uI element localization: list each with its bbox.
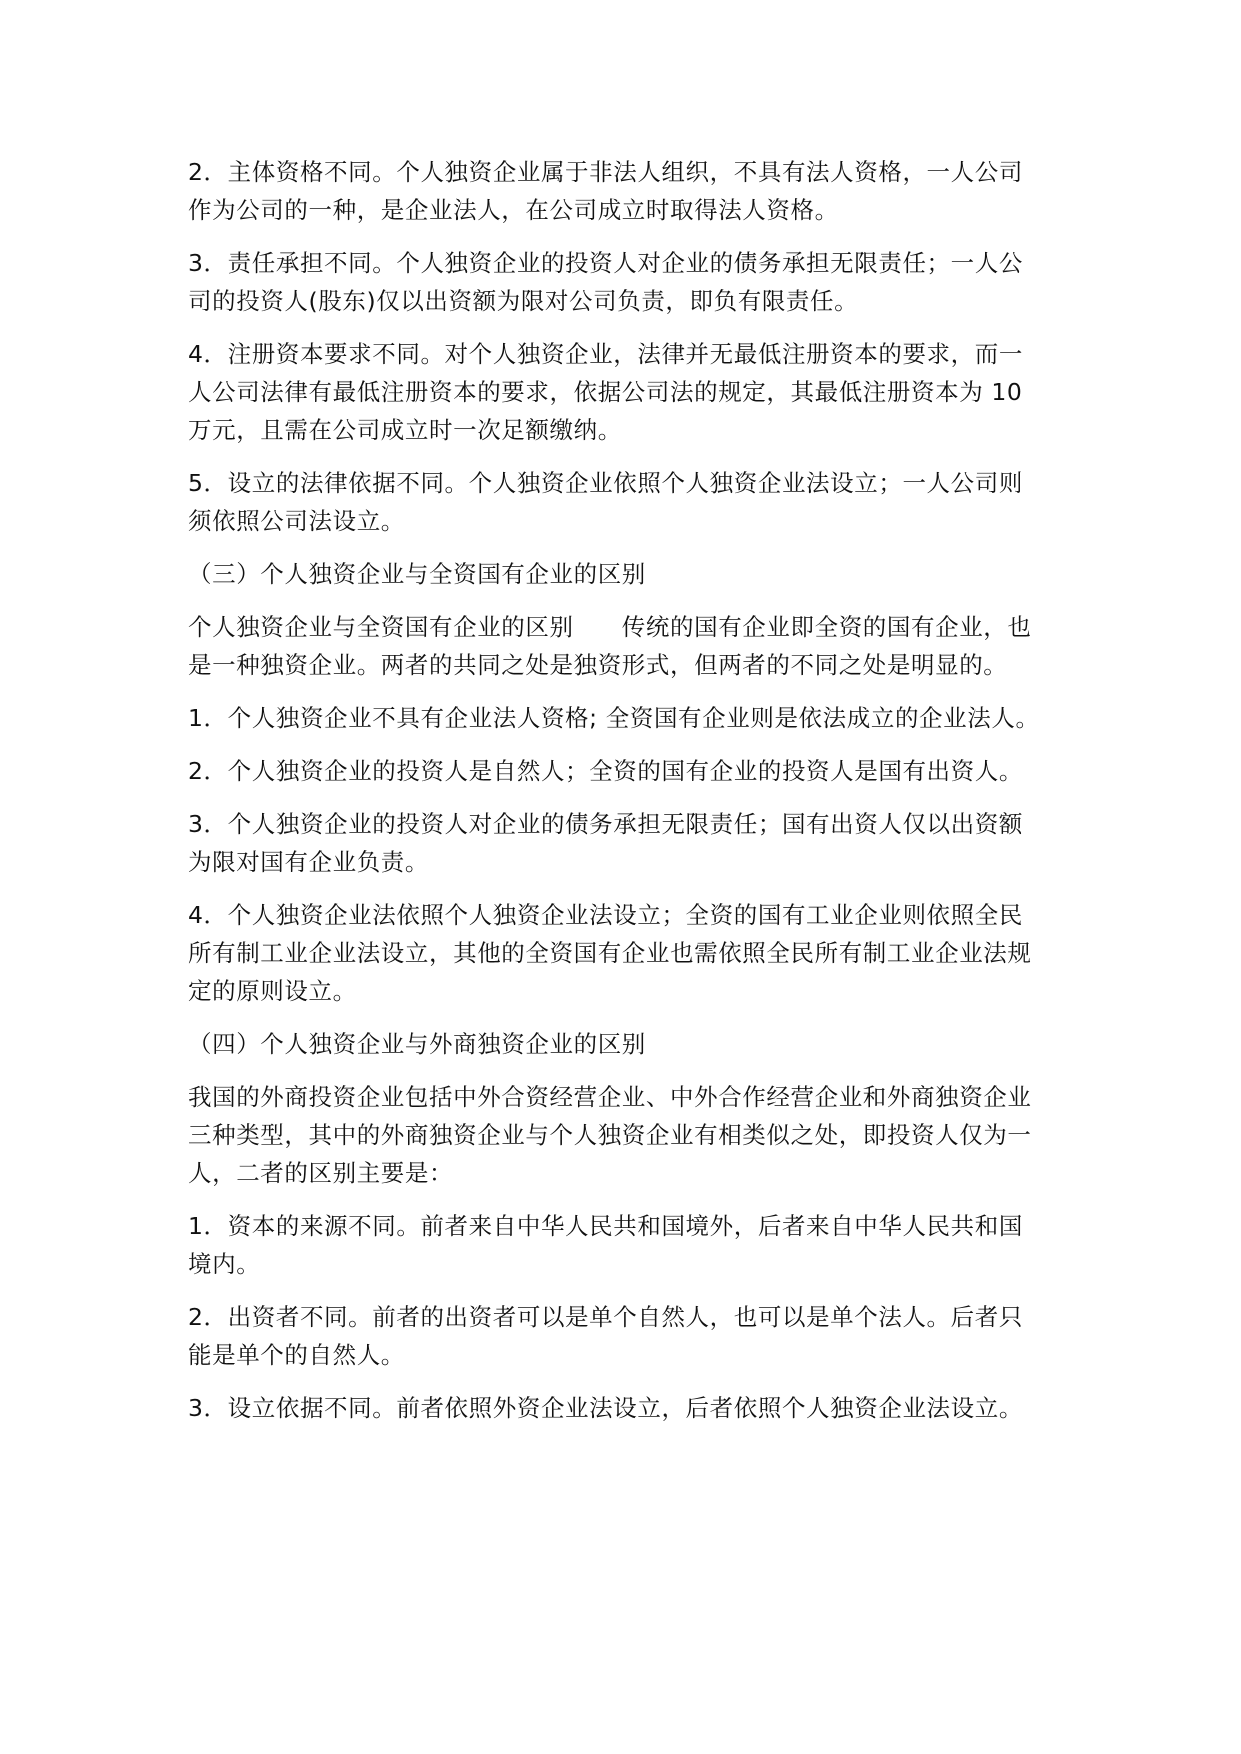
document-body <box>188 153 1058 1427</box>
paragraph-line: 作为公司的一种，是企业法人，在公司成立时取得法人资格。 <box>188 196 839 224</box>
paragraph-line: 为限对国有企业负责。 <box>188 848 429 876</box>
paragraph-line: 须依照公司法设立。 <box>188 507 405 535</box>
paragraph-line: 人，二者的区别主要是： <box>188 1159 454 1187</box>
paragraph-line: 三种类型，其中的外商独资企业与个人独资企业有相类似之处，即投资人仅为一 <box>188 1121 1032 1149</box>
paragraph-line-start: 2．出资者不同。前者的出资者可以是单个自然人，也可以是单个法人。后者只 <box>188 1303 1023 1331</box>
paragraph-line: 万元，且需在公司成立时一次足额缴纳。 <box>188 416 622 444</box>
paragraph-line-start: 3．个人独资企业的投资人对企业的债务承担无限责任；国有出资人仅以出资额 <box>188 810 1023 838</box>
paragraph-line-start: 3．设立依据不同。前者依照外资企业法设立，后者依照个人独资企业法设立。 <box>188 1394 1023 1422</box>
paragraph-line-start: 个人独资企业与全资国有企业的区别 传统的国有企业即全资的国有企业，也 <box>188 613 1032 641</box>
paragraph-line-start: 4．注册资本要求不同。对个人独资企业，法律并无最低注册资本的要求，而一 <box>188 340 1023 368</box>
paragraph-line: 能是单个的自然人。 <box>188 1341 405 1369</box>
paragraph-line-start: （三）个人独资企业与全资国有企业的区别 <box>188 560 646 588</box>
paragraph-line: 境内。 <box>188 1250 261 1278</box>
paragraph-line-start: 1．个人独资企业不具有企业法人资格; 全资国有企业则是依法成立的企业法人。 <box>188 704 1040 732</box>
paragraph-line: 司的投资人(股东)仅以出资额为限对公司负责，即负有限责任。 <box>188 287 859 315</box>
paragraph-line: 是一种独资企业。两者的共同之处是独资形式，但两者的不同之处是明显的。 <box>188 651 1008 679</box>
paragraph-line-start: 我国的外商投资企业包括中外合资经营企业、中外合作经营企业和外商独资企业 <box>188 1083 1032 1111</box>
paragraph-line-start: 1．资本的来源不同。前者来自中华人民共和国境外，后者来自中华人民共和国 <box>188 1212 1023 1240</box>
paragraph-line-start: 2．个人独资企业的投资人是自然人；全资的国有企业的投资人是国有出资人。 <box>188 757 1023 785</box>
paragraph-line-start: 5．设立的法律依据不同。个人独资企业依照个人独资企业法设立；一人公司则 <box>188 469 1023 497</box>
paragraph-line-start: 3．责任承担不同。个人独资企业的投资人对企业的债务承担无限责任；一人公 <box>188 249 1023 277</box>
paragraph-line: 所有制工业企业法设立，其他的全资国有企业也需依照全民所有制工业企业法规 <box>188 939 1032 967</box>
paragraph-line-start: （四）个人独资企业与外商独资企业的区别 <box>188 1030 646 1058</box>
paragraph-line: 人公司法律有最低注册资本的要求，依据公司法的规定，其最低注册资本为 10 <box>188 378 1023 406</box>
paragraph-line-start: 4．个人独资企业法依照个人独资企业法设立；全资的国有工业企业则依照全民 <box>188 901 1023 929</box>
paragraph-line-start: 2．主体资格不同。个人独资企业属于非法人组织，不具有法人资格，一人公司 <box>188 158 1023 186</box>
paragraph-line: 定的原则设立。 <box>188 977 357 1005</box>
